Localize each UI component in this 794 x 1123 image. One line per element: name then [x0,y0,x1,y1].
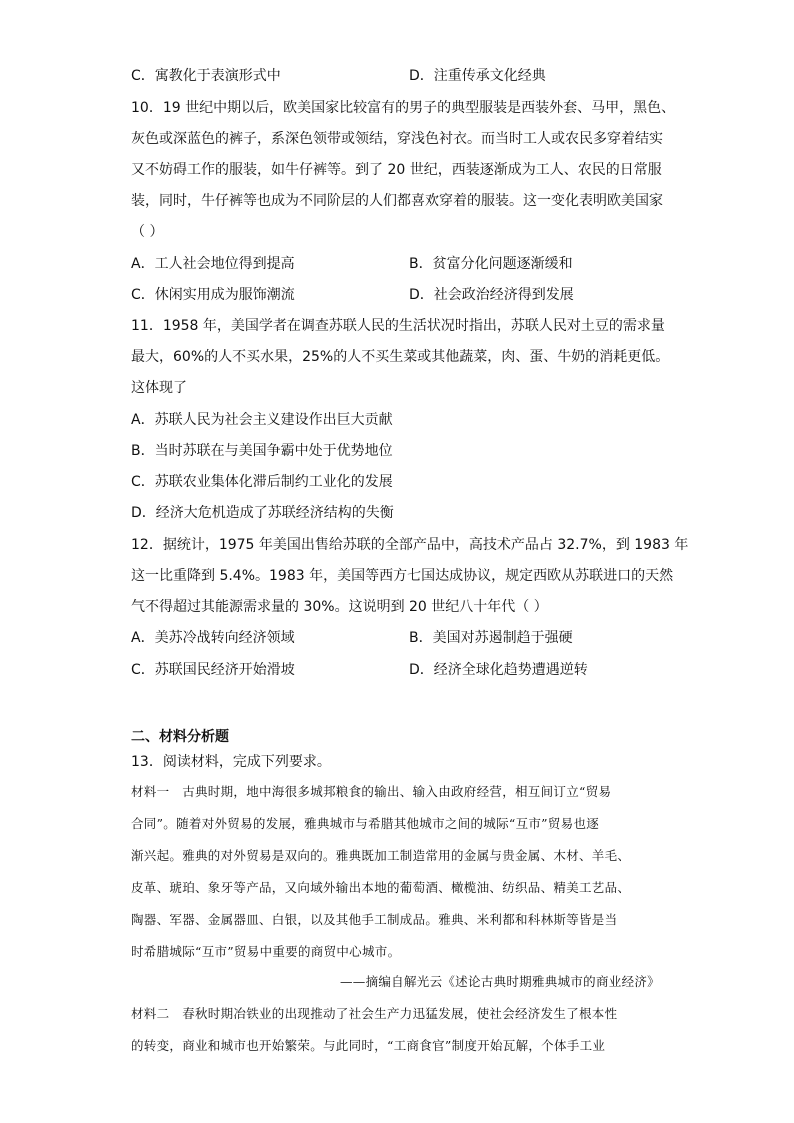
q10-option-b: B．贫富分化问题逐渐缓和 [409,256,573,272]
q10-stem-line: 灰色或深蓝色的裤子，系深色领带或领结，穿浅色衬衣。而当时工人或农民多穿着结实 [131,131,663,147]
q10-option-c: C．休闲实用成为服饰潮流 [131,287,295,303]
section-heading: 二、材料分析题 [131,729,229,745]
q9-option-c: C．寓教化于表演形式中 [131,68,281,84]
q10-stem-line: 10．19 世纪中期以后，欧美国家比较富有的男子的典型服装是西装外套、马甲，黑色、 [131,100,676,116]
q12-option-b: B．美国对苏遏制趋于强硬 [409,630,573,646]
q12-stem-line: 12．据统计，1975 年美国出售给苏联的全部产品中，高技术产品占 32.7%，到 1983 年 [131,537,689,553]
q12-stem-line: 气不得超过其能源需求量的 30%。这说明到 20 世纪八十年代（ ） [131,599,548,615]
q10-stem-line: 又不妨碍工作的服装，如牛仔裤等。到了 20 世纪，西装逐渐成为工人、农民的日常服 [131,162,662,178]
material2-line: 材料二 春秋时期冶铁业的出现推动了社会生产力迅猛发展，使社会经济发生了根本性 [131,1006,618,1021]
q10-option-a: A．工人社会地位得到提高 [131,256,295,272]
q11-stem-line: 11．1958 年，美国学者在调查苏联人民的生活状况时指出，苏联人民对土豆的需求量 [131,318,665,334]
q11-option-d: D．经济大危机造成了苏联经济结构的失衡 [131,505,394,521]
material1-line: 合同”。随着对外贸易的发展，雅典城市与希腊其他城市之间的城际“互市”贸易也逐 [131,816,600,831]
q13-prompt: 13．阅读材料，完成下列要求。 [131,754,331,770]
material1-line: 皮革、琥珀、象牙等产品，又向域外输出本地的葡萄酒、橄榄油、纺织品、精美工艺品、 [131,880,631,895]
q10-answer-blank: （ ） [131,224,164,240]
q11-option-c: C．苏联农业集体化滞后制约工业化的发展 [131,474,393,490]
q11-stem-line: 最大，60%的人不买水果，25%的人不买生菜或其他蔬菜，肉、蛋、牛奶的消耗更低。 [131,349,670,365]
q10-stem-line: 装，同时，牛仔裤等也成为不同阶层的人们都喜欢穿着的服装。这一变化表明欧美国家 [131,193,663,209]
material1-line: 材料一 古典时期，地中海很多城邦粮食的输出、输入由政府经营，相互间订立“贸易 [131,784,612,799]
q10-option-d: D．社会政治经济得到发展 [409,287,574,303]
q11-option-a: A．苏联人民为社会主义建设作出巨大贡献 [131,412,393,428]
material1-line: 渐兴起。雅典的对外贸易是双向的。雅典既加工制造常用的金属与贵金属、木材、羊毛、 [131,848,631,863]
material1-source: ——摘编自解光云《述论古典时期雅典城市的商业经济》 [339,974,660,989]
q12-option-d: D．经济全球化趋势遭遇逆转 [409,662,588,678]
material2-line: 的转变，商业和城市也开始繁荣。与此同时，“工商食官”制度开始瓦解，个体手工业 [131,1038,606,1053]
q12-stem-line: 这一比重降到 5.4%。1983 年，美国等西方七国达成协议，规定西欧从苏联进口的天然 [131,568,674,584]
q11-stem-line: 这体现了 [131,380,187,396]
q12-option-c: C．苏联国民经济开始滑坡 [131,662,295,678]
q11-option-b: B．当时苏联在与美国争霸中处于优势地位 [131,443,393,459]
material1-line: 陶器、军器、金属器皿、白银，以及其他手工制成品。雅典、米利都和科林斯等皆是当 [131,912,618,927]
material1-line: 时希腊城际“互市”贸易中重要的商贸中心城市。 [131,944,401,959]
q9-option-d: D．注重传承文化经典 [409,68,546,84]
q12-option-a: A．美苏冷战转向经济领域 [131,630,295,646]
